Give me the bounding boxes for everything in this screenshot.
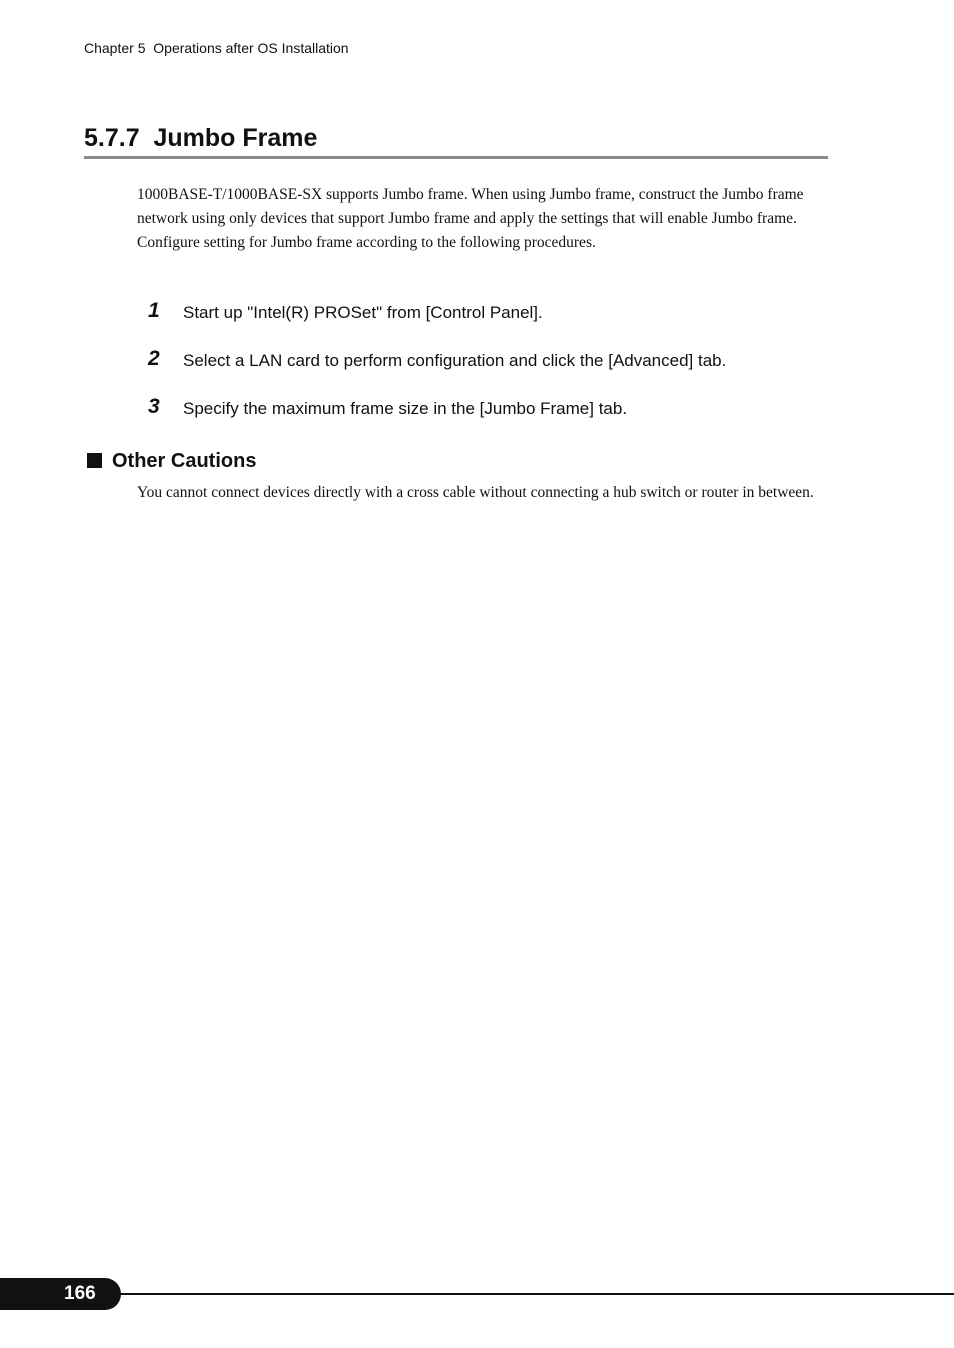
- procedure-step: [148, 299, 828, 327]
- other-cautions-paragraph: You cannot connect devices directly with a cross cable without connecting a hub switch or router in between.: [137, 484, 814, 501]
- section-title: 5.7.7 Jumbo Frame: [84, 124, 318, 152]
- title-underline: [84, 156, 828, 159]
- page-number-tab: [0, 1278, 121, 1310]
- other-cautions-body: [137, 481, 827, 505]
- step-text: Start up "Intel(R) PROSet" from [Control Panel].: [183, 303, 543, 322]
- step-number: 3: [148, 395, 160, 418]
- running-header: Chapter 5 Operations after OS Installation: [84, 40, 349, 56]
- footer-rule: [100, 1293, 954, 1295]
- page-number: 166: [64, 1283, 96, 1304]
- step-text: Select a LAN card to perform configuration and click the [Advanced] tab.: [183, 351, 727, 370]
- intro-text: [137, 183, 827, 255]
- intro-paragraph: 1000BASE-T/1000BASE-SX supports Jumbo frame. When using Jumbo frame, construct the Jumbo frame network using only devices that support Jumbo frame and apply the settings that will enable Jumbo frame.: [137, 186, 804, 227]
- other-cautions-heading: [87, 448, 256, 474]
- square-bullet-icon: [87, 453, 102, 468]
- step-text: Specify the maximum frame size in the [Jumbo Frame] tab.: [183, 399, 628, 418]
- step-number: 2: [148, 347, 160, 370]
- step-number: 1: [148, 299, 160, 322]
- other-cautions-heading-text: Other Cautions: [112, 450, 257, 472]
- procedure-step: [148, 347, 828, 375]
- procedure-step: [148, 395, 828, 423]
- intro-paragraph: Configure setting for Jumbo frame according to the following procedures.: [137, 234, 596, 251]
